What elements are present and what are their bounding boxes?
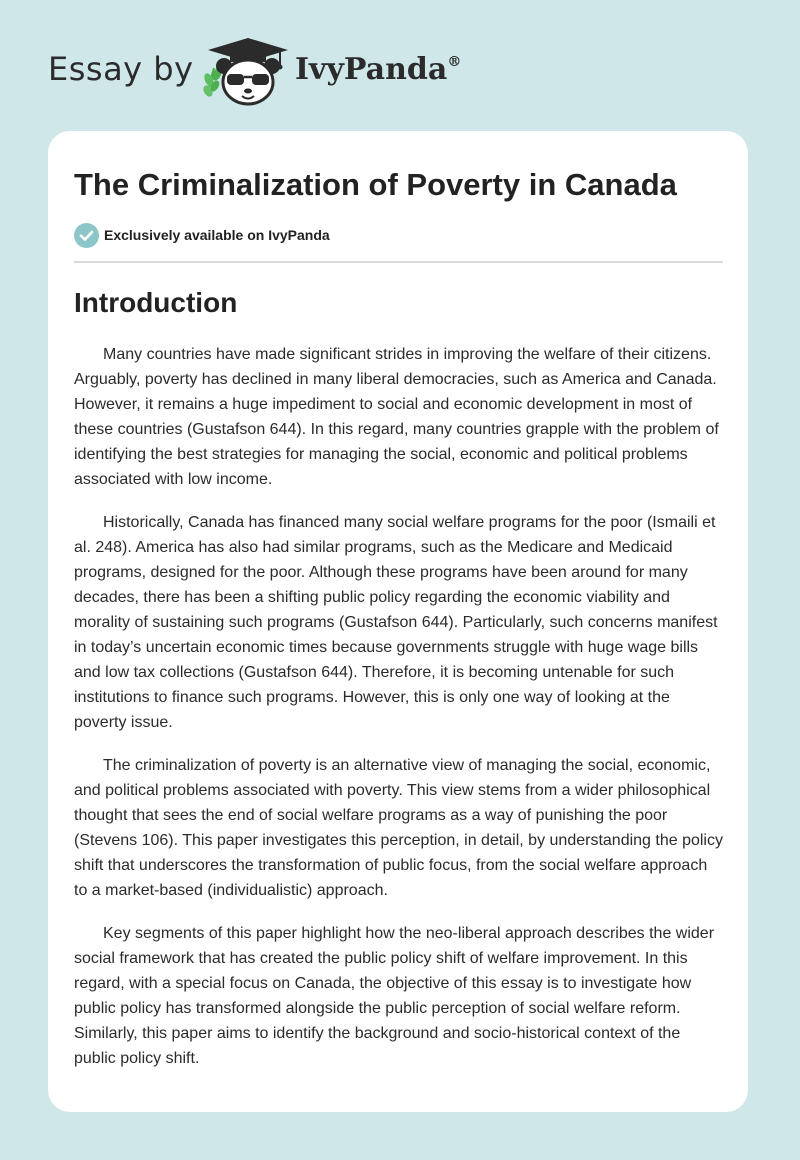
panda-graduate-icon[interactable]: [200, 36, 292, 108]
paragraph: Many countries have made significant strides in improving the welfare of their citizens. Arguably, poverty has declined in many liberal democracies, such as America and Canada. However, it remains a huge impediment to social and economic development in most of these countries (Gustafson 644). In this regard, many countries grapple with the problem of identifying the best strategies for managing the social, economic and political problems associated with low income.: [74, 346, 719, 488]
check-circle-icon: [74, 223, 99, 248]
paragraph: Key segments of this paper highlight how the neo-liberal approach describes the wider social framework that has created the public policy shift of welfare improvement. In this regard, with a special focus on Canada, the objective of this essay is to investigate how public policy has transformed alongside the public perception of social welfare reform. Similarly, this paper aims to identify the background and socio-historical context of the public policy shift.: [74, 925, 715, 1067]
site-header: [0, 0, 800, 120]
essay-body: [74, 342, 724, 1089]
badge-text: Exclusively available on IvyPanda: [104, 227, 330, 243]
exclusive-badge: [74, 222, 330, 248]
section-heading: Introduction: [74, 287, 238, 318]
page-title: The Criminalization of Poverty in Canada: [74, 167, 677, 202]
registered-mark: ®: [447, 54, 462, 70]
brand-name[interactable]: IvyPanda®: [295, 52, 462, 87]
paragraph: The criminalization of poverty is an alternative view of managing the social, economic, and political problems associated with poverty. This view stems from a wider philosophical thought that sees the end of social welfare programs as a way of punishing the poor (Stevens 106). This paper investigates this perception, in detail, by understanding the policy shift that underscores the transformation of public focus, from the social welfare approach to a market-based (individualistic) approach.: [74, 757, 723, 899]
brand-prefix: Essay by: [48, 50, 194, 88]
essay-card: [48, 131, 748, 1112]
divider: [74, 261, 723, 263]
paragraph: Historically, Canada has financed many social welfare programs for the poor (Ismaili et al. 248). America has also had similar programs, such as the Medicare and Medicaid programs, designed for the poor. Although these programs have been around for many decades, there has been a shifting public policy regarding the economic viability and morality of sustaining such programs (Gustafson 644). Particularly, such concerns manifest in today’s uncertain economic times because governments struggle with huge wage bills and low tax collections (Gustafson 644). Therefore, it is becoming untenable for such institutions to finance such programs. However, this is only one way of looking at the poverty issue.: [74, 514, 718, 731]
